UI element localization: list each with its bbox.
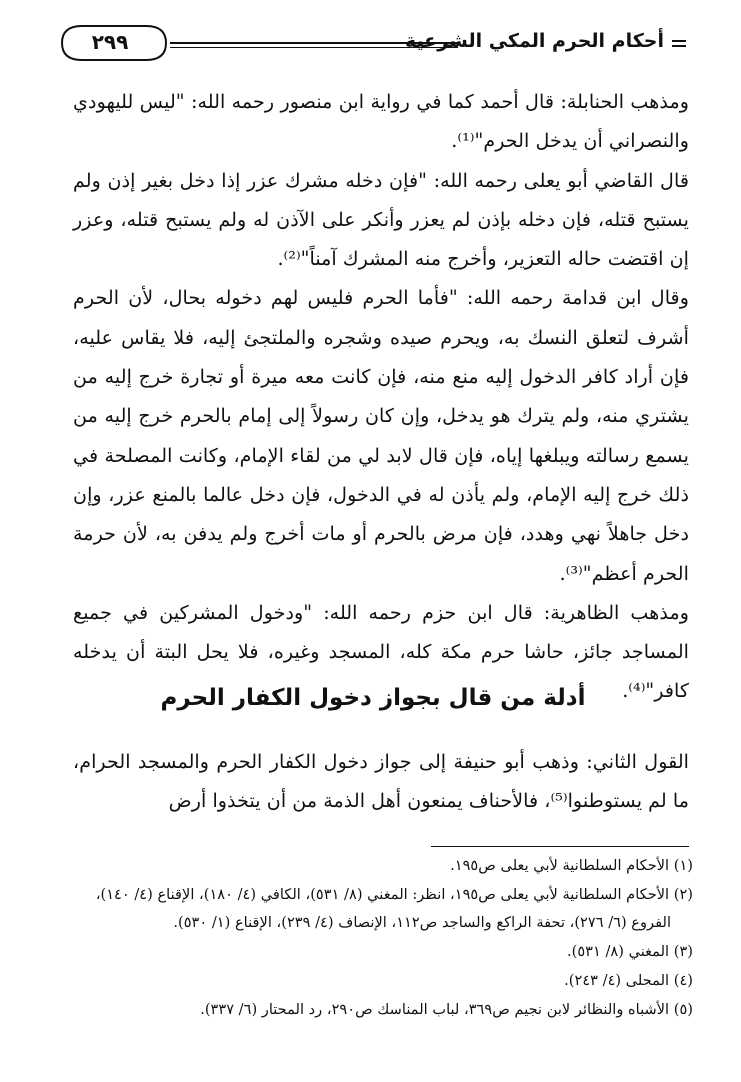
footnote-5: (٥) الأشباه والنظائر لابن نجيم ص٣٦٩، لباب المناسك ص٢٩٠، رد المحتار (٦/ ٣٣٧). bbox=[200, 1000, 693, 1018]
paragraph-zahiriyya: ومذهب الظاهرية: قال ابن حزم رحمه الله: "ودخول المشركين في جميع المساجد جائز، حاشا حرم مكة كله، المسجد وغيره، فلا يحل البتة أن يدخله كافر"⁽⁴⁾. bbox=[73, 600, 689, 703]
header-rule bbox=[170, 47, 458, 48]
footnote-2-continued: الفروع (٦/ ٢٧٦)، تحفة الراكع والساجد ص١١٢، الإنصاف (٤/ ٢٣٩)، الإقناع (١/ ٥٣٠). bbox=[173, 914, 671, 932]
paragraph-ibn-qudama: وقال ابن قدامة رحمه الله: "فأما الحرم فليس لهم دخوله بحال، لأن الحرم أشرف لتعلق النسك به، ويحرم صيده وشجره والملتجئ إليه، فلا يقاس عليه، فإن أراد كافر الدخول إليه منع منه، فإن كانت معه ميرة أو تجارة خرج إليه من يشتري منه، ولم يترك هو يدخل، وإن كان رسولاً إلى إمام بالحرم خرج إليه من يسمع رسالته ويبلغها إياه، فإن قال لابد لي من لقاء الإمام، وكانت المصلحة في ذلك خرج إليه الإمام، ولم يأذن له في الدخول، فإن دخل عالما بالمنع عزر، وإن دخل جاهلاً نهي وهدد، فإن مرض بالحرم أو مات أخرج ولم يدفن به، لأن حرمة الحرم أعظم"⁽³⁾. bbox=[73, 286, 689, 585]
footnote-separator bbox=[431, 846, 689, 847]
page-number: ٢٩٩ bbox=[91, 30, 129, 54]
section-heading: أدلة من قال بجواز دخول الكفار الحرم bbox=[160, 685, 586, 711]
paragraph-abu-yala: قال القاضي أبو يعلى رحمه الله: "فإن دخله مشرك عزر إذا دخل بغير إذن ولم يستبح قتله، فإن دخله بإذن لم يعزر وأنكر على الآذن له ولم يستبح قتله، وعزر إن اقتضت حاله التعزير، وأخرج منه المشرك آمناً"⁽²⁾. bbox=[73, 168, 689, 271]
footnote-2: (٢) الأحكام السلطانية لأبي يعلى ص١٩٥، انظر: المغني (٨/ ٥٣١)، الكافي (٤/ ١٨٠)، الإقناع (٤/ ١٤٠)، bbox=[95, 885, 693, 903]
page-number-frame bbox=[60, 22, 168, 64]
footnote-3: (٣) المغني (٨/ ٥٣١). bbox=[566, 943, 693, 961]
header-title: أحكام الحرم المكي الشرعية bbox=[405, 30, 664, 52]
footnote-1: (١) الأحكام السلطانية لأبي يعلى ص١٩٥. bbox=[450, 857, 693, 874]
main-text bbox=[73, 82, 689, 711]
page-header bbox=[60, 22, 686, 70]
paragraph-second-opinion: القول الثاني: وذهب أبو حنيفة إلى جواز دخول الكفار الحرم والمسجد الحرام، ما لم يستوطنوا⁽⁵⁾، فالأحناف يمنعون أهل الذمة من أن يتخذوا أرض bbox=[73, 750, 689, 813]
section-text bbox=[73, 742, 689, 821]
header-dash bbox=[672, 40, 686, 42]
footnotes bbox=[65, 852, 693, 1024]
header-dash bbox=[672, 45, 686, 47]
footnote-4: (٤) المحلى (٤/ ٢٤٣). bbox=[564, 971, 693, 989]
paragraph-hanabila: ومذهب الحنابلة: قال أحمد كما في رواية ابن منصور رحمه الله: "ليس لليهودي والنصراني أن يدخل الحرم"⁽¹⁾. bbox=[73, 90, 689, 153]
header-rule bbox=[170, 42, 458, 44]
